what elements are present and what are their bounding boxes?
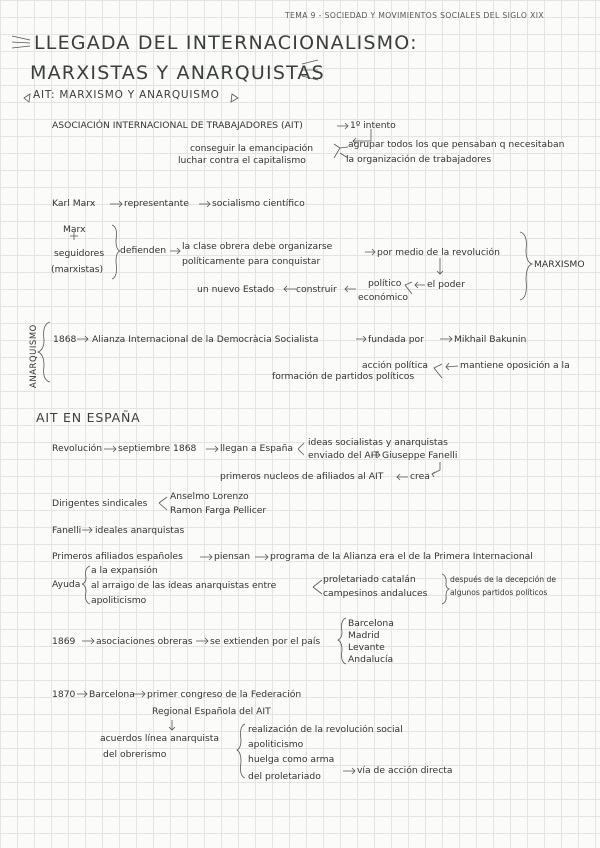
via-accion-directa: vía de acción directa [357,765,453,776]
subtitle-left-mark [24,94,30,102]
region-barcelona: Barcelona [348,618,394,629]
asociaciones-obreras: asociaciones obreras [96,636,193,647]
por-medio-revolucion: por medio de la revolución [377,247,500,258]
programa-alianza: programa de la Alianza era el de la Primera Internacional [270,551,533,562]
ayuda: Ayuda [52,579,81,590]
page-header: TEMA 9 - SOCIEDAD Y MOVIMIENTOS SOCIALES DEL SIGLO XIX [285,11,544,20]
anselmo-lorenzo: Anselmo Lorenzo [170,491,249,502]
ait-emancipacion: conseguir la emancipación [190,143,314,154]
fanelli: Fanelli [52,525,82,536]
anarq-year: 1868 [53,334,77,345]
ideas-socialistas: ideas socialistas y anarquistas [308,437,448,448]
primer-congreso: primer congreso de la Federación [147,689,302,700]
giuseppe-fanelli: Giuseppe Fanelli [382,450,458,461]
fundada-por: fundada por [368,334,424,345]
septiembre-1868: septiembre 1868 [118,443,197,454]
ait-intento: 1º intento [350,120,396,131]
subtitle: AIT: MARXISMO Y ANARQUISMO [33,89,220,101]
socialismo-cientifico: socialismo científico [212,198,305,209]
apoliticismo: apoliticismo [91,595,147,606]
seguidores: seguidores [54,248,105,259]
revolucion: Revolución [52,443,103,454]
alianza: Alianza Internacional de la Democràcia Socialista [92,334,319,345]
proletariado-catalan: proletariado catalán [323,574,416,585]
region-andalucia: Andalucía [348,654,394,665]
clase-obrera-1: la clase obrera debe organizarse [182,241,333,252]
huelga-arma: huelga como arma [248,754,335,765]
clase-obrera-2: políticamente para conquistar [182,256,321,267]
year-1870: 1870 [52,689,76,700]
primeros-nucleos: primeros nucleos de afiliados al AIT [220,471,384,482]
ait-organizacion: la organización de trabajadores [346,154,492,165]
year-1869: 1869 [52,636,76,647]
marxistas: (marxistas) [51,264,104,275]
a-la-expansion: a la expansión [91,565,158,576]
dirigentes-sindicales: Dirigentes sindicales [52,498,148,509]
ideales-anarquistas: ideales anarquistas [95,525,185,536]
al-arraigo: al arraigo de las ideas anarquistas entre [91,580,277,591]
marxismo-label: MARXISMO [534,259,585,270]
partidos-politicos: algunos partidos políticos [450,588,548,597]
region-madrid: Madrid [348,630,380,641]
acuerdos-linea: acuerdos línea anarquista [100,733,219,744]
page-title-line2: MARXISTAS Y ANARQUISTAS [30,62,325,84]
ait-main: ASOCIACIÓN INTERNACIONAL DE TRABAJADORES (AIT) [52,120,303,131]
piensan: piensan [214,551,251,562]
construir: construir [296,284,337,295]
mantiene-oposicion: mantiene oposición a la [460,360,570,371]
page-title-line1: LLEGADA DEL INTERNACIONALISMO: [34,32,418,54]
del-proletariado: del proletariado [248,771,321,782]
crea: crea [410,471,430,482]
economico: económico [358,292,408,303]
region-levante: Levante [348,642,385,653]
title-left-deco [12,36,30,48]
nuevo-estado: un nuevo Estado [197,284,275,295]
regional-espanola: Regional Española del AIT [152,706,271,717]
el-poder: el poder [427,279,465,290]
section-ait-espana: AIT EN ESPAÑA [36,410,141,425]
ait-agrupar: agrupar todos los que pensaban q necesitaban [348,139,565,150]
accion-politica: acción política [362,360,429,371]
karl-marx: Karl Marx [52,198,96,209]
politico: político [368,278,402,289]
primeros-afiliados: Primeros afiliados españoles [52,551,183,562]
anarquismo-label: ANARQUISMO [28,324,38,388]
apoliticismo-2: apoliticismo [248,739,304,750]
ramon-farga: Ramon Farga Pellicer [170,505,267,516]
barcelona-1870: Barcelona [89,689,135,700]
se-extienden: se extienden por el país [210,636,321,647]
formacion-partidos: formación de partidos políticos [272,371,415,382]
realizacion-revolucion: realización de la revolución social [248,724,403,735]
bakunin: Mikhail Bakunin [454,334,527,345]
marx-label: Marx [63,224,86,235]
del-obrerismo: del obrerismo [103,749,167,760]
subtitle-right-mark [231,94,238,102]
enviado-ait: enviado del AIT [308,450,380,461]
ait-capitalismo: luchar contra el capitalismo [178,155,306,166]
llegan-espana: llegan a España [220,443,294,454]
despues-decepcion: después de la decepción de [450,575,557,584]
defienden: defienden [120,245,167,256]
campesinos-andaluces: campesinos andaluces [323,588,428,599]
representante: representante [124,198,189,209]
